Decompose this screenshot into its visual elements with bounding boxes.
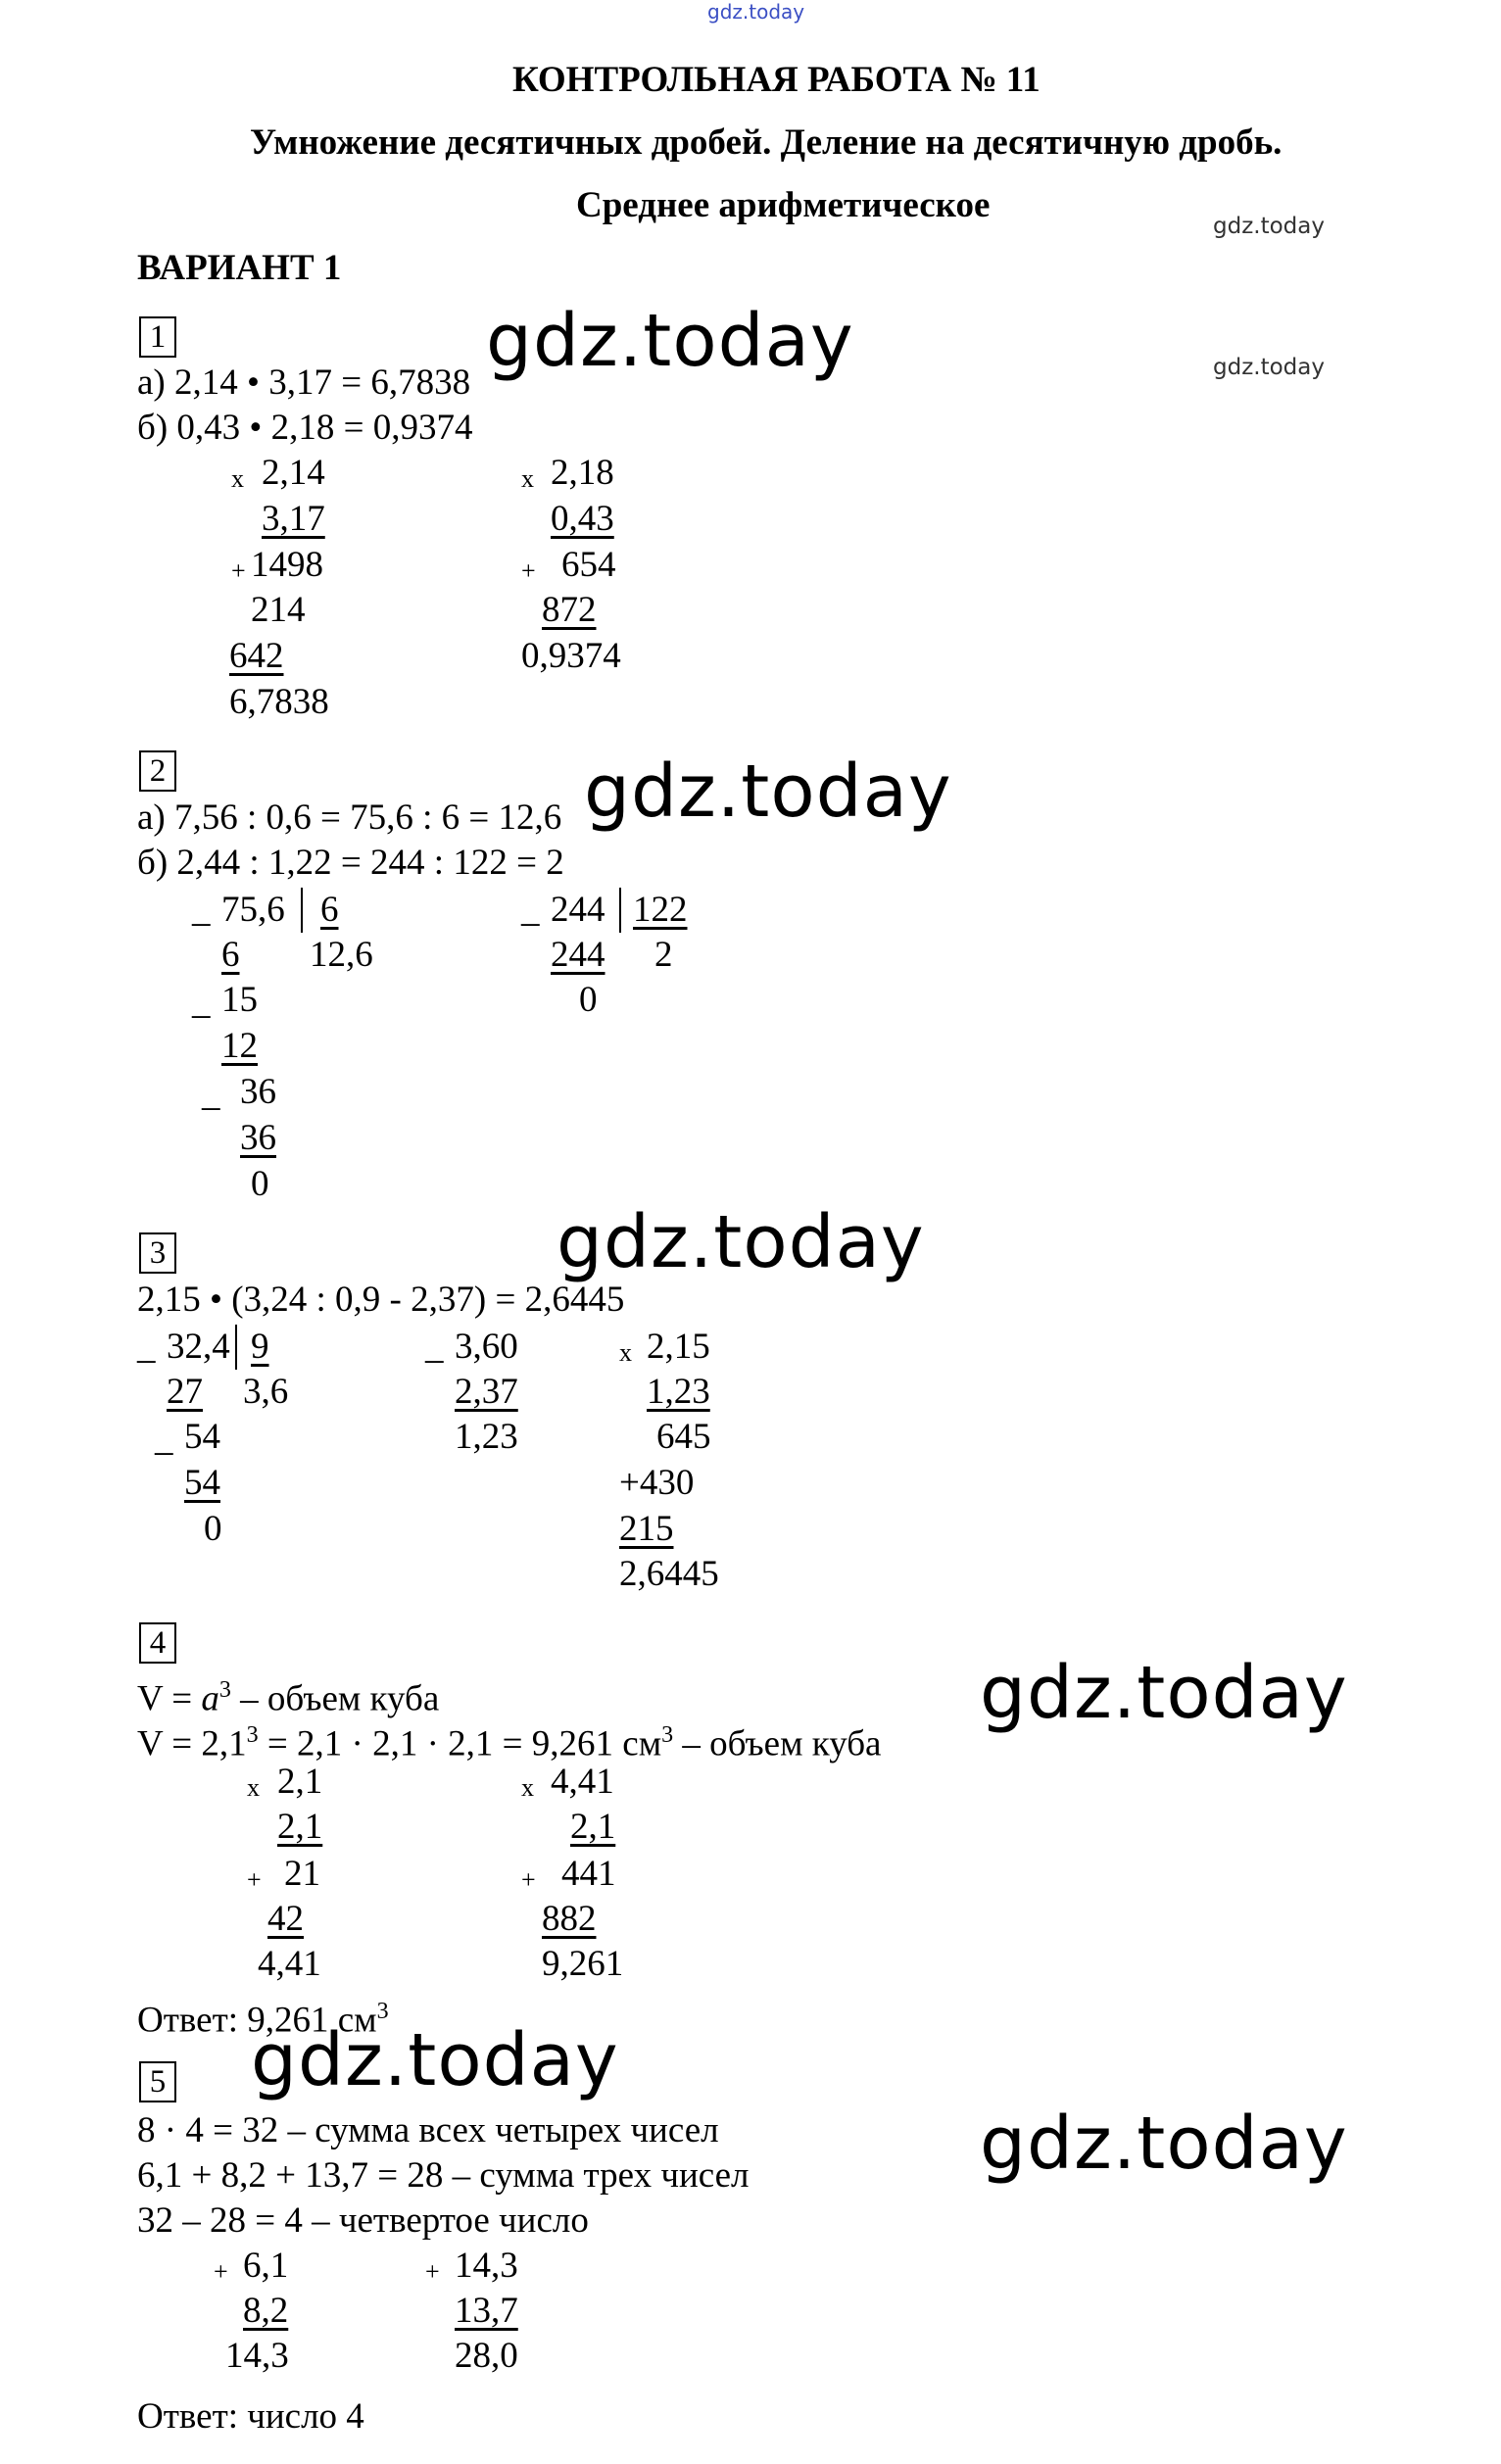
task-4-line-2-c: – объем куба [673, 1723, 882, 1764]
task-4-col2-times-sign: x [521, 1773, 534, 1802]
task-3-col2-r3: 1,23 [455, 1417, 518, 1457]
task-1-line-b: б) 0,43 • 2,18 = 0,9374 [137, 408, 473, 448]
task-1-col1-r1: 2,14 [262, 453, 325, 493]
task-2-col1-minus-3: _ [202, 1074, 220, 1114]
task-5-col1-r1: 6,1 [243, 2246, 289, 2286]
task-1-col1-r6: 6,7838 [229, 682, 329, 722]
task-4-line-2 [137, 1713, 881, 1766]
watermark-big-2: gdz.today [584, 749, 952, 834]
task-2-col1-s1: 6 [221, 935, 240, 975]
task-5-col1-r2: 8,2 [243, 2291, 289, 2331]
task-3-col2-minus: _ [425, 1327, 444, 1367]
watermark-small-2: gdz.today [1213, 355, 1325, 380]
task-4-col1-times-sign: x [247, 1773, 260, 1802]
task-3-col1-remainder: 0 [204, 1509, 222, 1549]
task-4-col2-r5: 9,261 [542, 1944, 624, 1984]
task-3-col3-r4: +430 [619, 1463, 695, 1503]
task-2-col2-dividend: 244 [551, 890, 605, 930]
task-3-line: 2,15 • (3,24 : 0,9 - 2,37) = 2,6445 [137, 1280, 625, 1320]
task-5-col1-plus-sign: + [214, 2257, 228, 2286]
task-2-col2-minus: _ [521, 890, 540, 930]
watermark-big-1: gdz.today [486, 299, 854, 383]
task-3-col1-r2: 54 [184, 1417, 220, 1457]
task-4-col1-r3: 21 [284, 1854, 320, 1894]
task-2-col1-r3: 36 [240, 1072, 276, 1112]
watermark-big-4: gdz.today [980, 1651, 1348, 1735]
task-4-line-2-exp: 3 [246, 1722, 259, 1748]
task-1-col2-r4: 872 [542, 590, 597, 630]
task-3-col3-r2: 1,23 [647, 1372, 710, 1412]
variant-label: ВАРИАНТ 1 [137, 248, 342, 288]
task-4-answer-text: Ответ: 9,261 см [137, 2000, 377, 2041]
task-4-line-1-exp: 3 [218, 1677, 231, 1703]
task-2-col2-divisor: 122 [619, 888, 702, 933]
task-4-col1-r2: 2,1 [277, 1807, 323, 1847]
task-2-line-a: а) 7,56 : 0,6 = 75,6 : 6 = 12,6 [137, 797, 562, 838]
task-2-col2-s1: 244 [551, 935, 605, 975]
task-1-col1-plus-sign: + [231, 556, 246, 585]
task-2-col1-quotient: 12,6 [310, 935, 373, 975]
task-4-line-1-a: V = [137, 1678, 202, 1719]
task-3-col3-r6: 2,6445 [619, 1554, 719, 1594]
task-4-line-2-a: V = 2,1 [137, 1723, 247, 1764]
watermark-top: gdz.today [707, 0, 805, 24]
task-3-col1-s2: 54 [184, 1463, 220, 1503]
task-4-answer [137, 1989, 389, 2043]
task-3-col3-r5: 215 [619, 1509, 674, 1549]
task-3-col3-r1: 2,15 [647, 1327, 710, 1367]
task-1-number: 1 [139, 316, 176, 358]
task-2-number: 2 [139, 750, 176, 792]
task-2-col1-divisor: 6 [301, 888, 361, 933]
page-subtitle: Умножение десятичных дробей. Деление на десятичную дробь. [250, 122, 1283, 163]
task-1-col2-r3: 654 [561, 545, 616, 585]
task-5-line-2: 6,1 + 8,2 + 13,7 = 28 – сумма трех чисел [137, 2155, 750, 2196]
task-3-col3-r3: 645 [656, 1417, 711, 1457]
task-5-col2-r3: 28,0 [455, 2336, 518, 2376]
task-5-col1-r3: 14,3 [225, 2336, 289, 2376]
task-4-col2-r2: 2,1 [570, 1807, 616, 1847]
task-2-col1-r2: 15 [221, 980, 258, 1020]
task-1-col2-times-sign: x [521, 464, 534, 493]
task-4-col1-r1: 2,1 [277, 1762, 323, 1802]
task-1-col1-r5: 642 [229, 636, 284, 676]
task-1-line-a: а) 2,14 • 3,17 = 6,7838 [137, 362, 471, 403]
task-3-col1-divisor: 9 [235, 1325, 291, 1370]
task-4-col2-r4: 882 [542, 1899, 597, 1939]
task-5-col2-plus-sign: + [425, 2257, 440, 2286]
task-2-col1-s2: 12 [221, 1026, 258, 1066]
task-3-number: 3 [139, 1232, 176, 1274]
task-2-col2-quotient: 2 [654, 935, 673, 975]
task-1-col2-r2: 0,43 [551, 499, 614, 539]
watermark-big-3: gdz.today [557, 1200, 925, 1284]
task-1-col1-r3: 1498 [251, 545, 323, 585]
task-4-line-2-b: = 2,1 · 2,1 · 2,1 = 9,261 см [258, 1723, 662, 1764]
task-5-answer: Ответ: число 4 [137, 2396, 364, 2437]
watermark-small-1: gdz.today [1213, 214, 1325, 239]
task-5-line-1: 8 · 4 = 32 – сумма всех четырех чисел [137, 2110, 719, 2150]
task-3-col2-r1: 3,60 [455, 1327, 518, 1367]
task-1-col1-times-sign: x [231, 464, 244, 493]
task-3-col3-times-sign: x [619, 1338, 632, 1367]
task-1-col2-r5: 0,9374 [521, 636, 621, 676]
task-4-col2-plus-sign: + [521, 1865, 536, 1894]
task-2-col1-minus-2: _ [192, 982, 211, 1022]
task-3-col1-dividend: 32,4 [167, 1327, 230, 1367]
task-4-line-2-exp2: 3 [661, 1722, 674, 1748]
task-2-col1-minus: _ [192, 890, 211, 930]
task-3-col1-s1: 27 [167, 1372, 203, 1412]
task-4-col2-r1: 4,41 [551, 1762, 614, 1802]
task-2-line-b: б) 2,44 : 1,22 = 244 : 122 = 2 [137, 843, 564, 883]
task-2-col2-remainder: 0 [579, 980, 598, 1020]
watermark-big-5: gdz.today [251, 2018, 619, 2102]
task-5-col2-r1: 14,3 [455, 2246, 518, 2286]
task-5-line-3: 32 – 28 = 4 – четвертое число [137, 2200, 589, 2241]
task-2-col1-dividend: 75,6 [221, 890, 285, 930]
task-5-col2-r2: 13,7 [455, 2291, 518, 2331]
task-2-col1-s3: 36 [240, 1118, 276, 1158]
task-1-col2-r1: 2,18 [551, 453, 614, 493]
task-4-number: 4 [139, 1622, 176, 1664]
task-4-col1-r4: 42 [267, 1899, 304, 1939]
task-1-col1-r4: 214 [251, 590, 306, 630]
task-4-col1-r5: 4,41 [258, 1944, 321, 1984]
task-4-line-1-var: a [201, 1678, 219, 1719]
page-subtitle-2: Среднее арифметическое [576, 185, 991, 225]
task-5-number: 5 [139, 2061, 176, 2102]
task-4-col1-plus-sign: + [247, 1865, 262, 1894]
task-4-line-1-b: – объем куба [230, 1678, 440, 1719]
task-3-col2-r2: 2,37 [455, 1372, 518, 1412]
task-2-col1-remainder: 0 [251, 1164, 269, 1204]
task-3-col1-minus: _ [137, 1327, 156, 1367]
watermark-big-6: gdz.today [980, 2102, 1348, 2186]
page-title: КОНТРОЛЬНАЯ РАБОТА № 11 [512, 60, 1041, 100]
task-4-answer-exp: 3 [376, 1999, 389, 2024]
task-1-col2-plus-sign: + [521, 556, 536, 585]
task-3-col1-minus-2: _ [155, 1419, 173, 1459]
task-4-col2-r3: 441 [561, 1854, 616, 1894]
task-3-col1-quotient: 3,6 [243, 1372, 289, 1412]
task-1-col1-r2: 3,17 [262, 499, 325, 539]
